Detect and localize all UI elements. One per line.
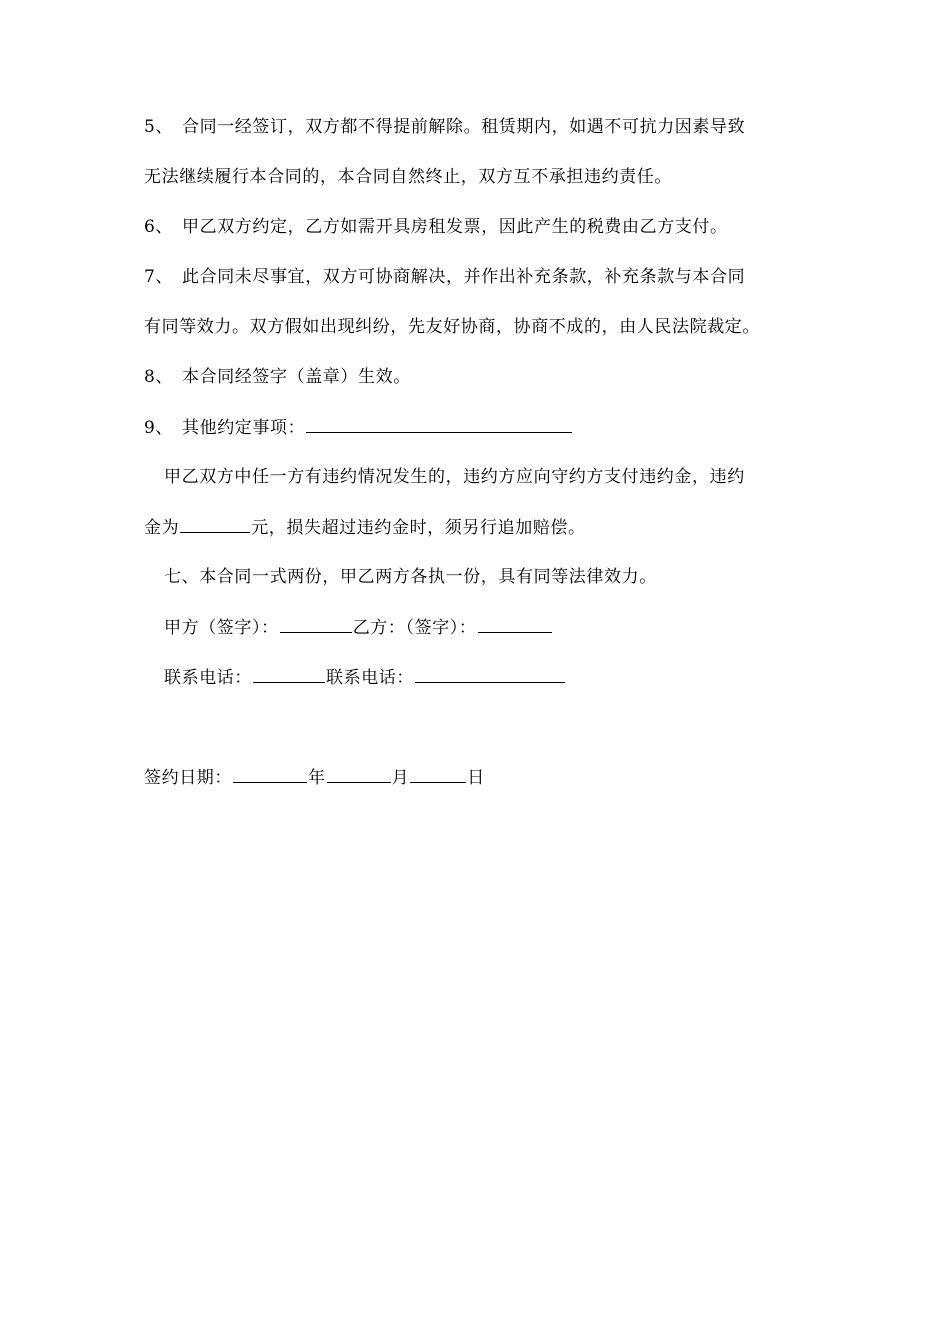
year-blank (233, 766, 307, 783)
year-label: 年 (308, 768, 326, 788)
party-a-phone-label: 联系电话： (164, 668, 252, 688)
party-b-phone-blank (415, 666, 565, 683)
month-label: 月 (391, 768, 410, 788)
party-a-phone-blank (253, 666, 325, 683)
copies-clause (164, 566, 657, 588)
contact-line (164, 666, 566, 689)
clause-number: 5、 (144, 117, 174, 137)
clause-text: 无法继续履行本合同的，本合同自然终止，双方互不承担违约责任。 (144, 167, 672, 187)
clause-7-line-2 (144, 316, 760, 338)
party-a-signature-blank (280, 616, 352, 633)
clause-6 (144, 216, 728, 238)
clause-text: 有同等效力。双方假如出现纠纷，先友好协商，协商不成的，由人民法院裁定。 (144, 317, 760, 337)
clause-9 (144, 416, 573, 439)
clause-text: 本合同经签字（盖章）生效。 (182, 367, 411, 387)
breach-prefix: 金为 (144, 518, 180, 538)
party-b-phone-label: 联系电话： (326, 668, 414, 688)
breach-text: 甲乙双方中任一方有违约情况发生的，违约方应向守约方支付违约金，违约 (164, 467, 745, 487)
signature-line (164, 616, 553, 639)
clause-label: 其他约定事项： (182, 418, 306, 438)
date-label: 签约日期： (144, 768, 232, 788)
clause-text: 此合同未尽事宜，双方可协商解决，并作出补充条款，补充条款与本合同 (182, 267, 746, 287)
breach-line-2 (144, 516, 586, 539)
month-blank (327, 766, 391, 783)
clause-number: 9、 (144, 418, 174, 438)
clause-number: 6、 (144, 217, 174, 237)
clause-number: 8、 (144, 367, 174, 387)
clause-text: 甲乙双方约定，乙方如需开具房租发票，因此产生的税费由乙方支付。 (182, 217, 728, 237)
clause-7-line-1 (144, 266, 745, 288)
penalty-amount-blank (180, 516, 250, 533)
other-terms-blank (306, 416, 572, 433)
day-blank (410, 766, 466, 783)
party-b-signature-blank (478, 616, 552, 633)
breach-line-1 (164, 466, 745, 488)
party-a-label: 甲方（签字）： (164, 618, 279, 638)
day-label: 日 (467, 768, 485, 788)
breach-suffix: 元，损失超过违约金时，须另行追加赔偿。 (251, 518, 586, 538)
clause-text: 合同一经签订，双方都不得提前解除。租赁期内，如遇不可抗力因素导致 (182, 117, 746, 137)
copies-text: 七、本合同一式两份，甲乙两方各执一份，具有同等法律效力。 (164, 567, 657, 587)
clause-number: 7、 (144, 267, 174, 287)
party-b-label: 乙方：（签字）： (352, 618, 477, 638)
clause-5-line-2 (144, 166, 672, 188)
clause-8 (144, 366, 411, 388)
signing-date-line (144, 766, 485, 789)
clause-5-line-1 (144, 116, 745, 138)
